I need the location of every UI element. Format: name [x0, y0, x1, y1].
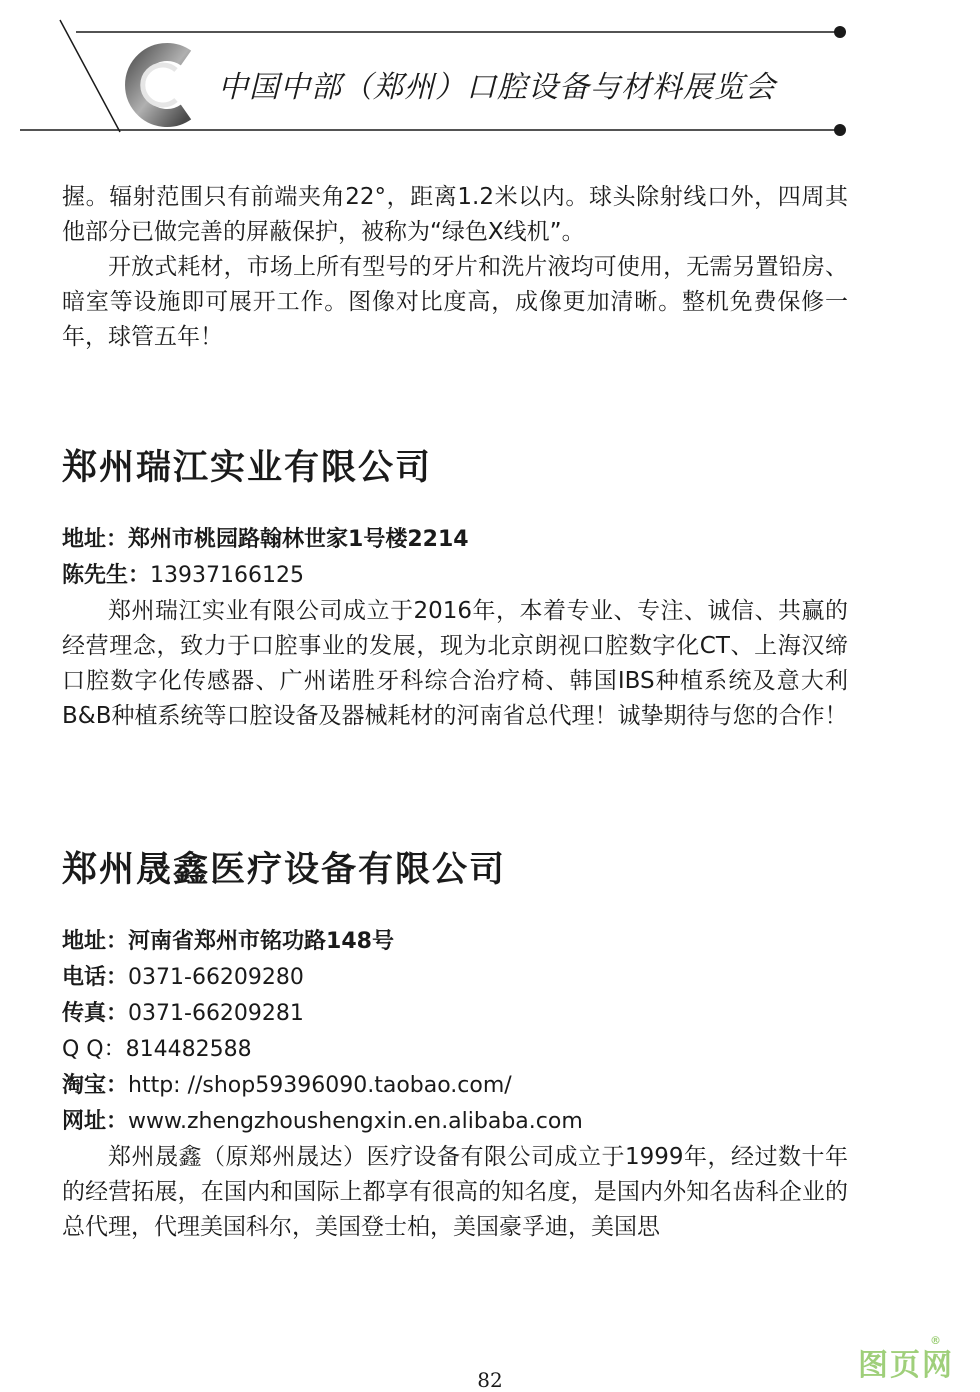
taobao-label: 淘宝： — [62, 1073, 129, 1098]
letter-c-logo-icon — [134, 52, 186, 118]
website-label: 网址： — [62, 1109, 129, 1134]
address-line — [62, 924, 848, 960]
phone-value: 0371-66209280 — [128, 965, 304, 990]
qq-value: 814482588 — [125, 1037, 252, 1062]
contact-line — [62, 558, 848, 594]
company-section-shengxin — [62, 848, 848, 1245]
company-section-ruijiang — [62, 446, 848, 734]
address-label: 地址： — [62, 527, 129, 552]
website-line — [62, 1104, 848, 1140]
address-line — [62, 522, 848, 558]
address-value: 郑州市桃园路翰林世家1号楼2214 — [128, 527, 469, 552]
address-label: 地址： — [62, 929, 129, 954]
page-number: 82 — [477, 1368, 503, 1392]
fax-label: 传真： — [62, 1001, 129, 1026]
intro-paragraph-1: 握。辐射范围只有前端夹角22°，距离1.2米以内。球头除射线口外，四周其他部分已做完善的屏蔽保护，被称为“绿色X线机”。 — [62, 184, 848, 245]
phone-line — [62, 960, 848, 996]
registered-mark: ® — [930, 1334, 943, 1347]
taobao-line — [62, 1068, 848, 1104]
page-header — [0, 0, 980, 140]
contact-value: 13937166125 — [150, 563, 304, 588]
phone-label: 电话： — [62, 965, 129, 990]
website-link[interactable]: www.zhengzhoushengxin.en.alibaba.com — [128, 1109, 583, 1134]
fax-value: 0371-66209281 — [128, 1001, 304, 1026]
company-name: 郑州瑞江实业有限公司 — [62, 448, 433, 488]
intro-paragraph-2: 开放式耗材，市场上所有型号的牙片和洗片液均可使用，无需另置铅房、暗室等设施即可展开工作。图像对比度高，成像更加清晰。整机免费保修一年，球管五年！ — [62, 254, 848, 350]
watermark-logo — [858, 1334, 954, 1384]
header-title: 中国中部（郑州）口腔设备与材料展览会 — [218, 70, 776, 105]
main-content — [62, 180, 848, 1245]
company-description: 郑州瑞江实业有限公司成立于2016年，本着专业、专注、诚信、共赢的经营理念，致力于口腔事业的发展，现为北京朗视口腔数字化CT、上海汉缔口腔数字化传感器、广州诺胜牙科综合治疗椅、韩国IBS种植系统及意大利B&B种植系统等口腔设备及器械耗材的河南省总代理！诚挚期待与您的合作！ — [62, 598, 848, 729]
qq-label: Q Q： — [62, 1037, 126, 1062]
company-name: 郑州晟鑫医疗设备有限公司 — [62, 850, 507, 890]
taobao-link[interactable]: http: //shop59396090.taobao.com/ — [128, 1073, 512, 1098]
company-description: 郑州晟鑫（原郑州晟达）医疗设备有限公司成立于1999年，经过数十年的经营拓展，在国内和国际上都享有很高的知名度，是国内外知名齿科企业的总代理，代理美国科尔，美国登士柏，美国豪孚迪，美国思 — [62, 1144, 848, 1240]
qq-line — [62, 1032, 848, 1068]
watermark-text: 图页网 — [858, 1348, 954, 1383]
contact-label: 陈先生： — [62, 563, 151, 588]
address-value: 河南省郑州市铭功路148号 — [128, 929, 394, 954]
fax-line — [62, 996, 848, 1032]
